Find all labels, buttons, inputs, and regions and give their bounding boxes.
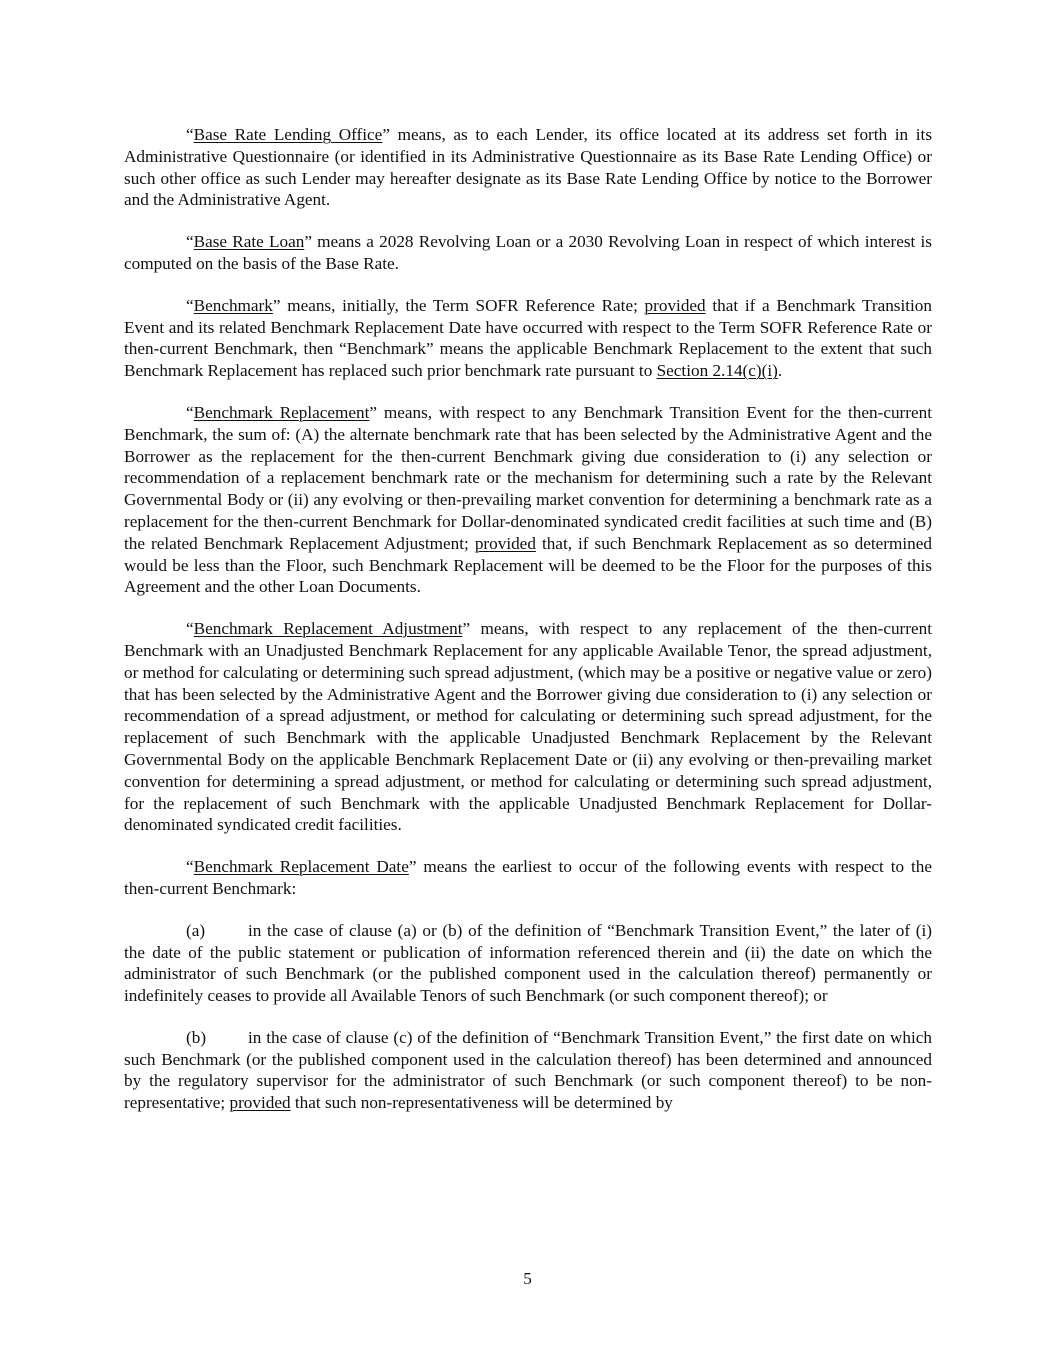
underlined-term: Benchmark Replacement Adjustment (193, 619, 463, 639)
document-body (124, 124, 932, 1114)
underlined-term: Base Rate Loan (193, 232, 305, 252)
underlined-term: provided (474, 533, 536, 553)
clause-paragraph (124, 920, 932, 1007)
underlined-term: Benchmark Replacement (193, 402, 370, 422)
definition-paragraph (124, 618, 932, 836)
underlined-term: Section 2.14(c)(i) (656, 361, 778, 381)
definition-paragraph (124, 856, 932, 900)
clause-paragraph (124, 1027, 932, 1114)
text-segment: “ (186, 857, 194, 877)
text-segment: ” means a 2028 Revolving Loan or a 2030 Revolving Loan in respect of which interest is computed on the basis of the Base Rate. (124, 232, 932, 273)
definition-paragraph (124, 231, 932, 275)
text-segment: that, if such Benchmark Replacement as so determined would be less than the Floor, such Benchmark Replacement will be deemed to be the Floor for the purposes of this Agreement and the other Loan Documents. (124, 533, 932, 597)
text-segment: “ (186, 402, 194, 422)
text-segment: in the case of clause (a) or (b) of the definition of “Benchmark Transition Event,” the later of (i) the date of the public statement or publication of information referenced therein and (ii) the date on which the administrator of such Benchmark (or the published component used in the calculation thereof) permanently or indefinitely ceases to provide all Available Tenors of such Benchmark (or such component thereof); or (124, 920, 932, 1006)
page-number: 5 (523, 1269, 532, 1288)
underlined-term: provided (644, 295, 706, 315)
text-segment: that such non-representativeness will be determined by (290, 1093, 673, 1113)
underlined-term: Benchmark Replacement Date (193, 857, 409, 877)
underlined-term: provided (229, 1093, 291, 1113)
text-segment: “ (186, 232, 194, 252)
clause-label: (a) (186, 920, 206, 940)
text-segment: “ (186, 295, 194, 315)
text-segment: ” means the earliest to occur of the following events with respect to the then-current Benchmark: (124, 857, 932, 898)
text-segment: ” means, with respect to any replacement of the then-current Benchmark with an Unadjusted Benchmark Replacement for any applicable Available Tenor, the spread adjustment, or method for calculating or determining such spread adjustment, (which may be a positive or negative value or zero) that has been selected by the Administrative Agent and the Borrower giving due consideration to (i) any selection or recommendation of a spread adjustment, or method for calculating or determining such spread adjustment, for the replacement of such Benchmark with the applicable Unadjusted Benchmark Replacement by the Relevant Governmental Body on the applicable Benchmark Replacement Date or (ii) any evolving or then-prevailing market convention for determining a spread adjustment, or method for calculating or determining such spread adjustment, for the replacement of such Benchmark with the applicable Unadjusted Benchmark Replacement for Dollar-denominated syndicated credit facilities. (124, 619, 932, 835)
definition-paragraph (124, 295, 932, 382)
text-segment: ” means, with respect to any Benchmark Transition Event for the then-current Benchmark, the sum of: (A) the alternate benchmark rate that has been selected by the Administrative Agent and the Borrower as the replacement for the then-current Benchmark giving due consideration to (i) any selection or recommendation of a replacement benchmark rate or the mechanism for determining such a rate by the Relevant Governmental Body or (ii) any evolving or then-prevailing market convention for determining a benchmark rate as a replacement for the then-current Benchmark for Dollar-denominated syndicated credit facilities at such time and (B) the related Benchmark Replacement Adjustment; (124, 402, 932, 553)
text-segment: “ (186, 619, 194, 639)
text-segment: that if a Benchmark Transition Event and its related Benchmark Replacement Date have occurred with respect to the Term SOFR Reference Rate or then-current Benchmark, then “Benchmark” means the applicable Benchmark Replacement to the extent that such Benchmark Replacement has replaced such prior benchmark rate pursuant to (124, 295, 932, 381)
underlined-term: Base Rate Lending Office (193, 125, 383, 144)
document-page (124, 124, 932, 1134)
clause-label: (b) (186, 1027, 207, 1047)
underlined-term: Benchmark (193, 295, 273, 315)
text-segment: ” means, initially, the Term SOFR Reference Rate; (272, 295, 645, 315)
text-segment: ” means, as to each Lender, its office located at its address set forth in its Administrative Questionnaire (or identified in its Administrative Questionnaire as its Base Rate Lending Office) or such other office as such Lender may hereafter designate as its Base Rate Lending Office by notice to the Borrower and the Administrative Agent. (124, 125, 933, 210)
definition-paragraph (124, 124, 932, 211)
text-segment: in the case of clause (c) of the definition of “Benchmark Transition Event,” the first date on which such Benchmark (or the published component used in the calculation thereof) has been determined and announced by the regulatory supervisor for the administrator of such Benchmark (or such component thereof) to be non-representative; (124, 1027, 932, 1113)
text-segment: . (777, 361, 783, 381)
definition-paragraph (124, 402, 932, 598)
text-segment: “ (186, 125, 194, 144)
